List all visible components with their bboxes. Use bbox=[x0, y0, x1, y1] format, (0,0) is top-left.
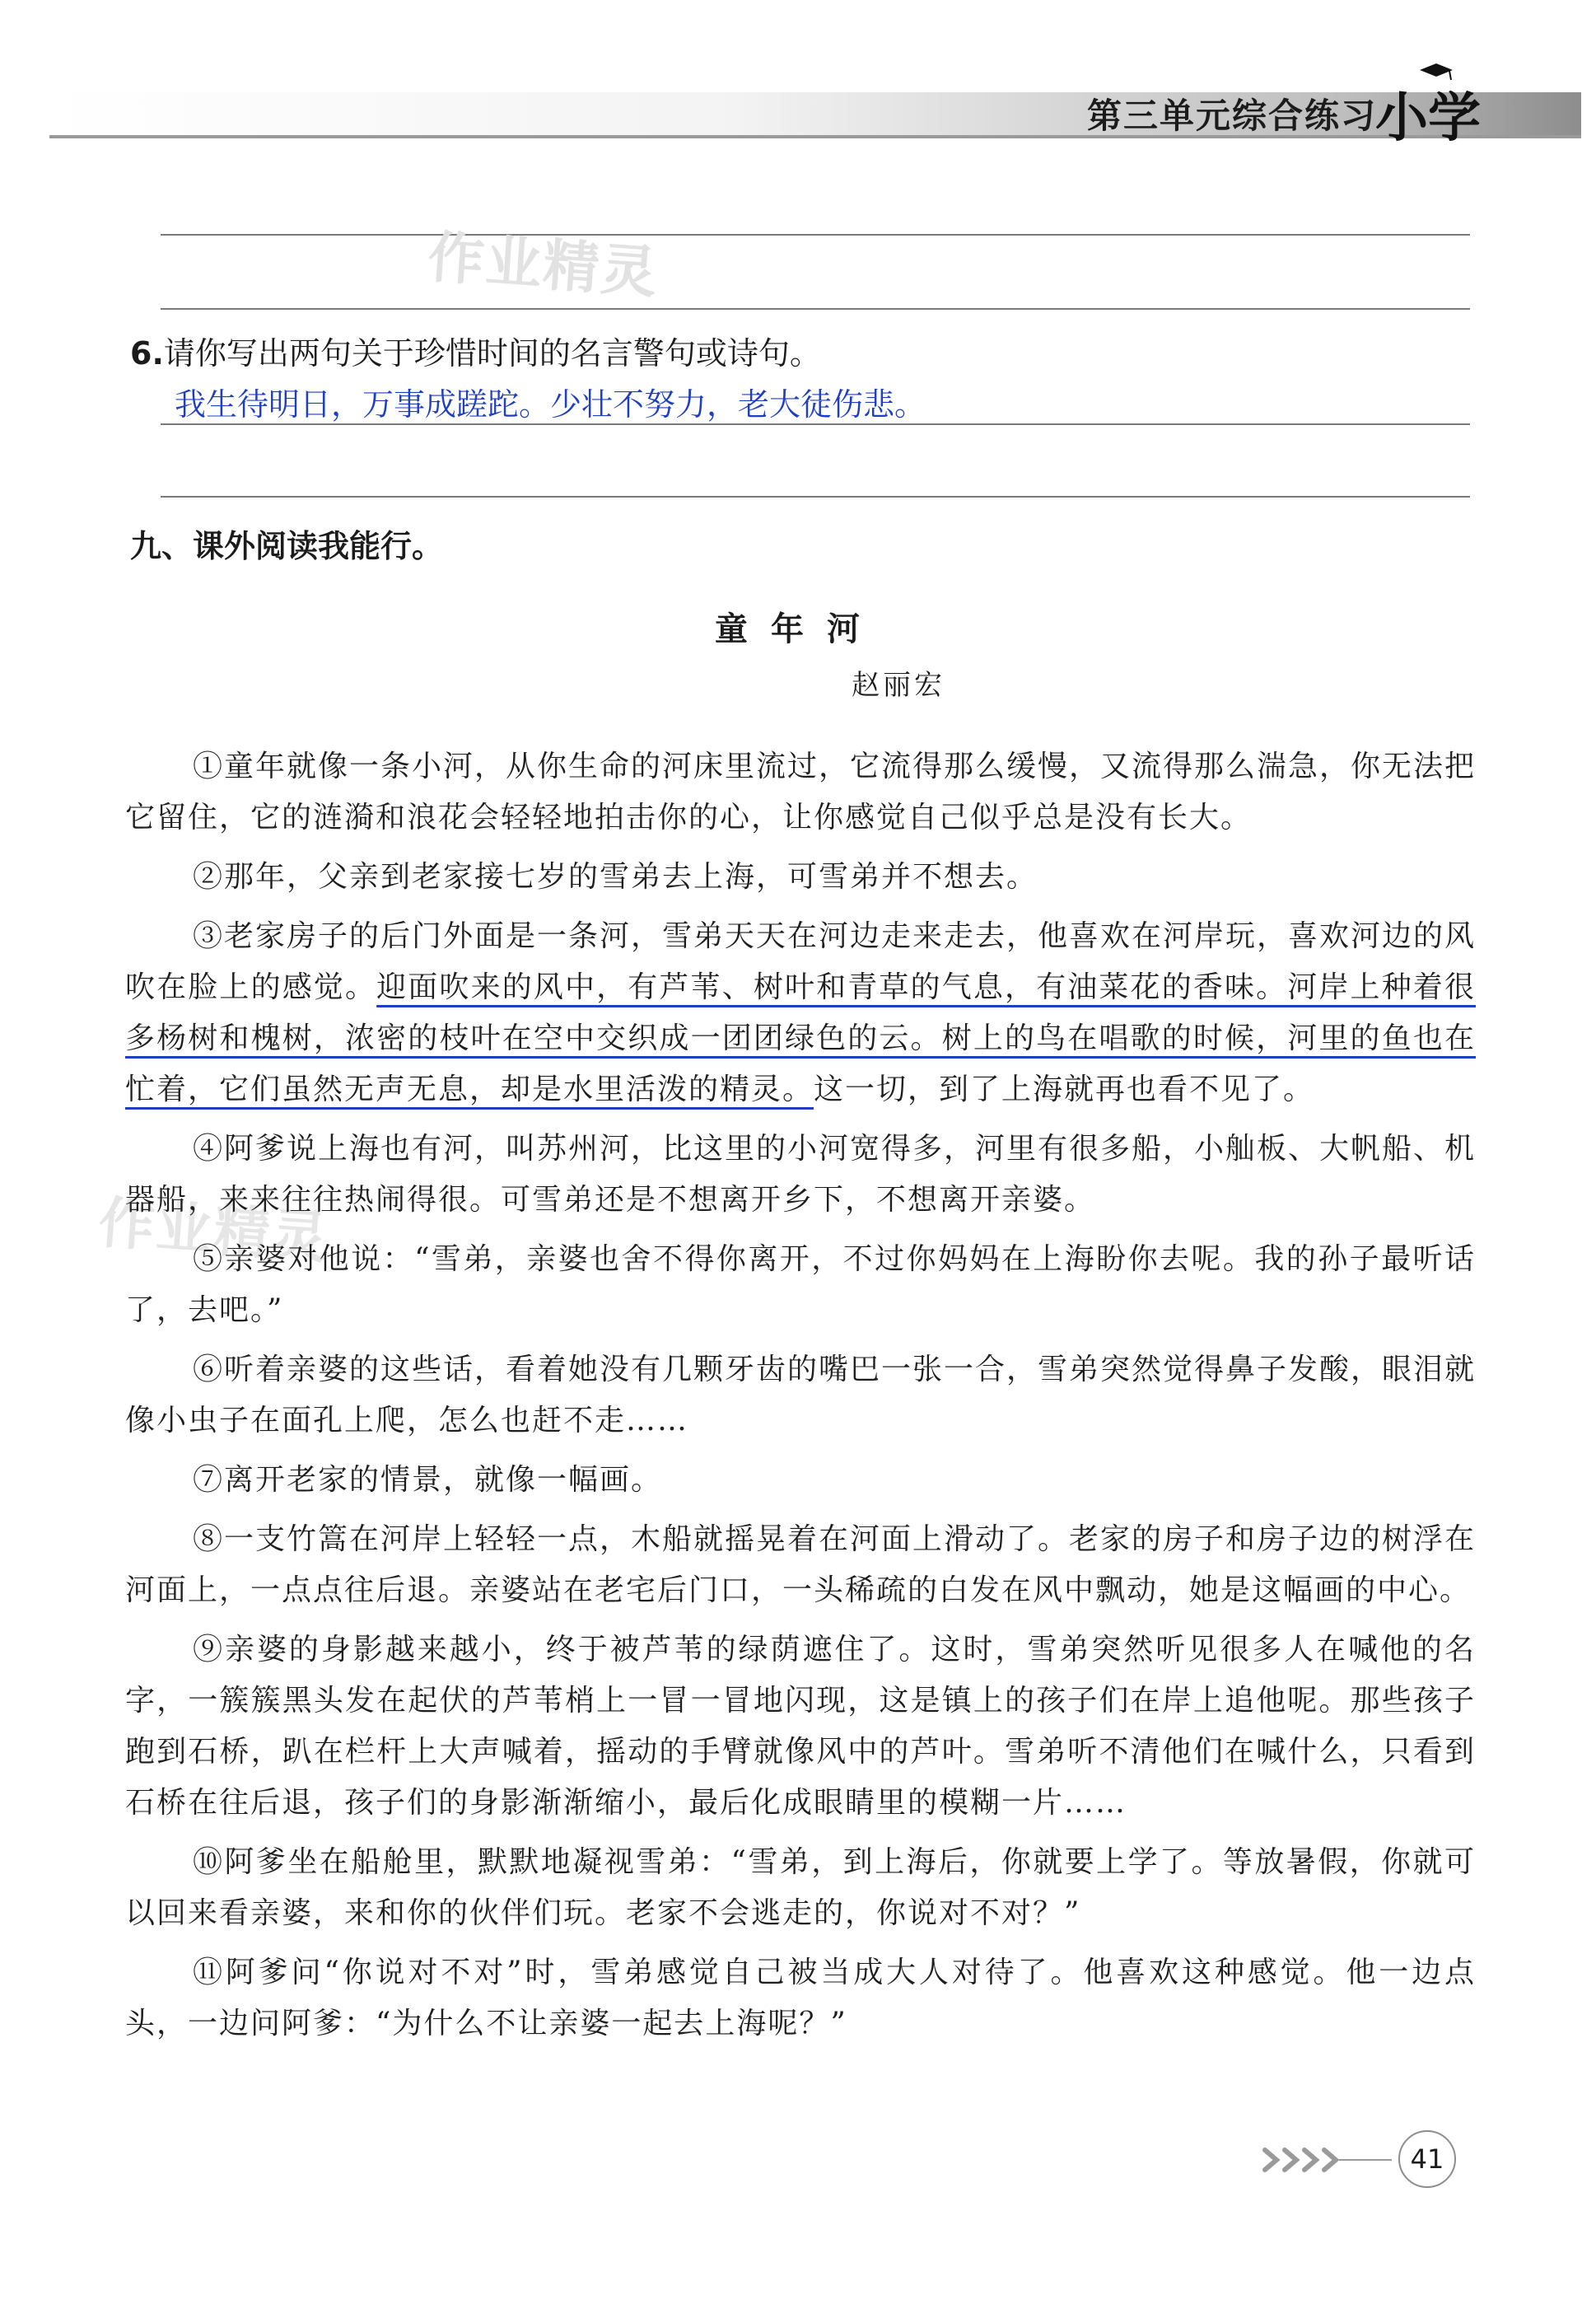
question-6 bbox=[130, 328, 821, 373]
paragraph-10: ⑩阿爹坐在船舱里，默默地凝视雪弟：“雪弟，到上海后，你就要上学了。等放暑假，你就可以回来看亲婆，来和你的伙伴们玩。老家不会逃走的，你说对不对？” bbox=[125, 1845, 1476, 1930]
underlined-sentence: 迎面吹来的风中，有芦苇、树叶和青草的气息，有油菜花的香味。河岸上种着很多杨树和槐树，浓密的枝叶在空中交织成一团团绿色的云。树上的鸟在唱歌的时候，河里的鱼也在忙着，它们虽然无声无息，却是水里活泼的精灵。 bbox=[125, 970, 1476, 1106]
answer-line bbox=[161, 496, 1470, 498]
page-number: 41 bbox=[1398, 2130, 1456, 2188]
paragraph-7: ⑦离开老家的情景，就像一幅画。 bbox=[193, 1463, 663, 1497]
story-author: 赵丽宏 bbox=[852, 669, 945, 702]
paragraph-3 bbox=[125, 911, 1476, 1115]
paragraph-6: ⑥听着亲婆的这些话，看着她没有几颗牙齿的嘴巴一张一合，雪弟突然觉得鼻子发酸，眼泪就像小虫子在面孔上爬，怎么也赶不走…… bbox=[125, 1353, 1477, 1437]
watermark: 作业精灵 bbox=[426, 225, 661, 306]
watermark: 作业精灵 bbox=[96, 1190, 332, 1272]
paragraph-3-end: 这一切，到了上海就再也看不见了。 bbox=[814, 1073, 1315, 1106]
chevron-arrows-icon bbox=[1260, 2145, 1392, 2175]
answer-line bbox=[161, 423, 1470, 425]
paragraph-3-start: ③老家房子的后门外面是一条河，雪弟天天在河边走来走去，他喜欢在河岸玩，喜欢河边的风吹在脸上的感觉。 bbox=[125, 919, 1477, 1004]
answer-line bbox=[161, 308, 1470, 310]
brand-logo: 小学 bbox=[1375, 88, 1481, 149]
paragraph-11: ⑪阿爹问“你说对不对”时，雪弟感觉自己被当成大人对待了。他喜欢这种感觉。他一边点头，一边问阿爹：“为什么不让亲婆一起去上海呢？” bbox=[125, 1956, 1476, 2040]
section-title: 九、课外阅读我能行。 bbox=[130, 528, 444, 564]
paragraph-2: ②那年，父亲到老家接七岁的雪弟去上海，可雪弟并不想去。 bbox=[193, 860, 1038, 894]
paragraph-8: ⑧一支竹篙在河岸上轻轻一点，木船就摇晃着在河面上滑动了。老家的房子和房子边的树浮在河面上，一点点往后退。亲婆站在老宅后门口，一头稀疏的白发在风中飘动，她是这幅画的中心。 bbox=[125, 1522, 1477, 1607]
paragraph-9: ⑨亲婆的身影越来越小，终于被芦苇的绿荫遮住了。这时，雪弟突然听见很多人在喊他的名字，一簇簇黑头发在起伏的芦苇梢上一冒一冒地闪现，这是镇上的孩子们在岸上追他呢。那些孩子跑到石桥，趴在栏杆上大声喊着，摇动的手臂就像风中的芦叶。雪弟听不清他们在喊什么，只看到石桥在往后退，孩子们的身影渐渐缩小，最后化成眼睛里的模糊一片…… bbox=[125, 1633, 1476, 1820]
story-body bbox=[125, 741, 1476, 2058]
question-text: 请你写出两句关于珍惜时间的名言警句或诗句。 bbox=[163, 335, 821, 372]
answer-line bbox=[161, 234, 1470, 236]
question-number: 6. bbox=[130, 335, 164, 372]
paragraph-1: ①童年就像一条小河，从你生命的河床里流过，它流得那么缓慢，又流得那么湍急，你无法把它留住，它的涟漪和浪花会轻轻地拍击你的心，让你感觉自己似乎总是没有长大。 bbox=[125, 750, 1477, 834]
paragraph-5: ⑤亲婆对他说：“雪弟，亲婆也舍不得你离开，不过你妈妈在上海盼你去呢。我的孙子最听话了，去吧。” bbox=[125, 1242, 1476, 1327]
handwritten-answer: 我生待明日，万事成蹉跎。少壮不努力，老大徒伤悲。 bbox=[175, 386, 926, 423]
unit-title: 第三单元综合练习 bbox=[1087, 96, 1378, 136]
paragraph-4: ④阿爹说上海也有河，叫苏州河，比这里的小河宽得多，河里有很多船，小舢板、大帆船、机器船，来来往往热闹得很。可雪弟还是不想离开乡下，不想离开亲婆。 bbox=[125, 1132, 1477, 1217]
story-title: 童年河 bbox=[715, 610, 883, 648]
